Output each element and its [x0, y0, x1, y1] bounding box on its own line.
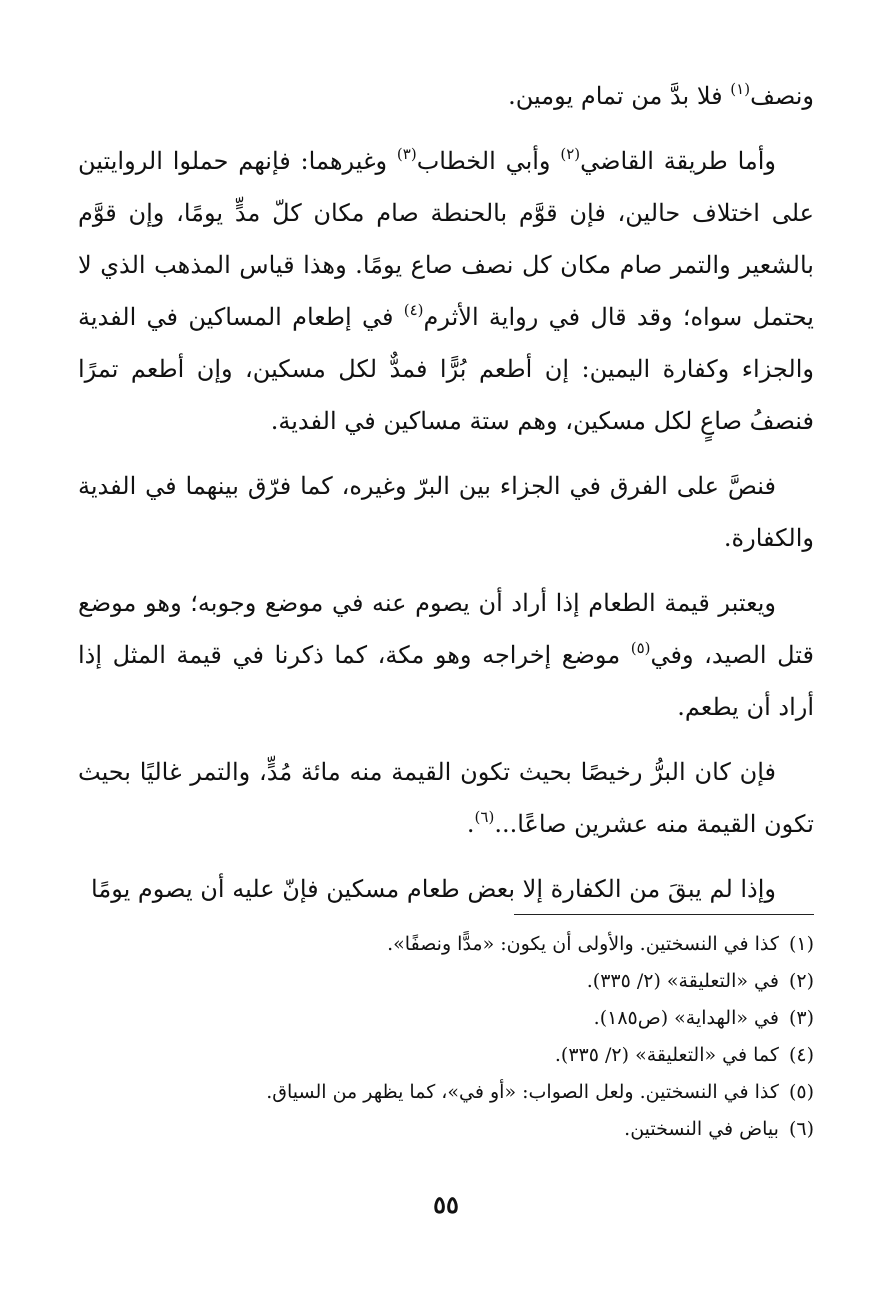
footnote-text: بياض في النسختين.: [624, 1118, 779, 1140]
text-run: .: [466, 810, 475, 838]
text-run: وأبي الخطاب: [416, 147, 561, 175]
footnote-text: في «الهداية» (ص١٨٥).: [593, 1007, 779, 1029]
footnote-marker: (٤): [403, 301, 424, 319]
paragraph: [78, 460, 814, 564]
paragraph: [78, 70, 814, 122]
text-run: فإن كان البرُّ رخيصًا بحيث تكون القيمة منه مائة مُدٍّ، والتمر غاليًا بحيث تكون القيمة منه عشرين صاعًا...: [78, 758, 814, 838]
paragraph: [78, 863, 814, 915]
footnote-text: في «التعليقة» (٢/ ٣٣٥).: [586, 970, 779, 992]
footnote-number: (٦): [788, 1118, 814, 1140]
text-run: وغيرهما: فإنهم حملوا الروايتين على اختلاف حالين، فإن قوَّم بالحنطة صام مكان كلّ مدٍّ يومًا، وإن قوَّم بالشعير والتمر صام مكان كل نصف صاع يومًا. وهذا قياس المذهب الذي لا يحتمل سواه؛ وقد قال في رواية الأثرم: [78, 147, 814, 331]
footnote-separator: [514, 914, 814, 915]
text-run: وأما طريقة القاضي: [580, 147, 776, 175]
footnote-number: (٢): [788, 970, 814, 992]
footnote-text: كما في «التعليقة» (٢/ ٣٣٥).: [554, 1044, 779, 1066]
footnote-text: كذا في النسختين. ولعل الصواب: «أو في»، كما يظهر من السياق.: [266, 1081, 779, 1103]
footnote-number: (١): [788, 933, 814, 955]
paragraph: [78, 135, 814, 447]
footnote: [78, 963, 814, 1000]
paragraph: [78, 746, 814, 850]
footnote-marker: (٢): [560, 145, 581, 163]
footnotes: [78, 926, 814, 1148]
footnote: [78, 1074, 814, 1111]
footnote-number: (٥): [788, 1081, 814, 1103]
text-run: موضع إخراجه وهو مكة، كما ذكرنا في قيمة المثل إذا أراد أن يطعم.: [78, 641, 814, 721]
footnote-marker: (١): [730, 80, 751, 98]
page-number: ٥٥: [433, 1190, 459, 1219]
footnote: [78, 1111, 814, 1148]
footnote-number: (٣): [788, 1007, 814, 1029]
footnote: [78, 1000, 814, 1037]
main-text: [78, 70, 814, 915]
footnote-number: (٤): [788, 1044, 814, 1066]
text-run: فنصَّ على الفرق في الجزاء بين البرّ وغيره، كما فرّق بينهما في الفدية والكفارة.: [78, 472, 814, 552]
paragraph: [78, 577, 814, 733]
footnote-marker: (٦): [474, 808, 495, 826]
footnote: [78, 1037, 814, 1074]
footnote-text: كذا في النسختين. والأولى أن يكون: «مدًّا ونصفًا».: [387, 933, 779, 955]
text-run: فلا بدَّ من تمام يومين.: [508, 82, 731, 110]
text-run: ويعتبر قيمة الطعام إذا أراد أن يصوم عنه في موضع وجوبه؛ وهو موضع قتل الصيد، وفي: [78, 589, 814, 669]
footnote-marker: (٣): [396, 145, 417, 163]
footnote: [78, 926, 814, 963]
text-run: وإذا لم يبقَ من الكفارة إلا بعض طعام مسكين فإنّ عليه أن يصوم يومًا: [91, 875, 776, 903]
footnote-marker: (٥): [630, 639, 651, 657]
text-run: في إطعام المساكين في الفدية والجزاء وكفارة اليمين: إن أطعم بُرًّا فمدٌّ لكل مسكين، وإن أطعم تمرًا فنصفُ صاعٍ لكل مسكين، وهم ستة مساكين في الفدية.: [78, 303, 814, 435]
text-run: ونصف: [750, 82, 814, 110]
